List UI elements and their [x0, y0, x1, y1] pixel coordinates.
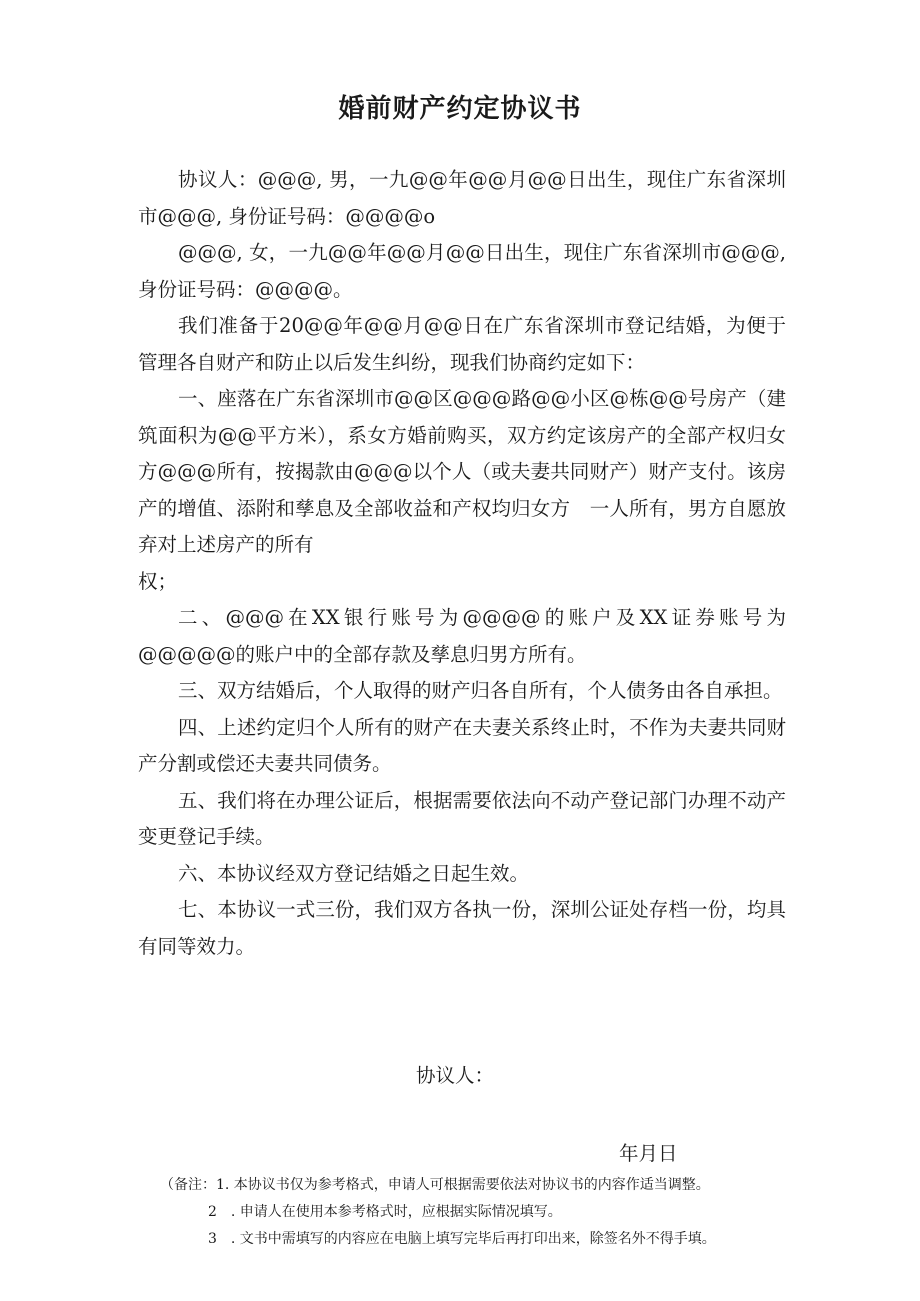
document-title: 婚前财产约定协议书	[338, 94, 582, 124]
note-1: （备注：1. 本协议书仅为参考格式，申请人可根据需要依法对协议书的内容作适当调整。	[160, 1177, 710, 1193]
document-body	[138, 162, 786, 965]
clause-7-paragraph: 七、本协议一式三份，我们双方各执一份，深圳公证处存档一份，均具有同等效力。	[138, 898, 786, 958]
note-2: 2 . 申请人在使用本参考格式时，应根据实际情况填写。	[208, 1204, 562, 1220]
note-3: 3 . 文书中需填写的内容应在电脑上填写完毕后再打印出来，除签名外不得手填。	[208, 1231, 716, 1247]
clause-1-continuation: 权；	[138, 569, 178, 593]
date-label: 年月日	[619, 1142, 678, 1165]
clause-5-paragraph: 五、我们将在办理公证后，根据需要依法向不动产登记部门办理不动产变更登记手续。	[138, 788, 786, 848]
intro-paragraph: 我们准备于20@@年@@月@@日在广东省深圳市登记结婚，为便于管理各自财产和防止以后发生纠纷，现我们协商约定如下：	[138, 314, 786, 374]
clause-2-paragraph: 二、@@@在XX银行账号为@@@@的账户及XX证券账号为@@@@@的账户中的全部存款及孳息归男方所有。	[138, 606, 786, 666]
clause-6-paragraph: 六、本协议经双方登记结婚之日起生效。	[178, 861, 530, 885]
clause-4-paragraph: 四、上述约定归个人所有的财产在夫妻关系终止时，不作为夫妻共同财产分割或偿还夫妻共同债务。	[138, 715, 786, 775]
notes-block	[160, 1172, 800, 1253]
clause-1-paragraph: 一、座落在广东省深圳市@@区@@@路@@小区@栋@@号房产（建筑面积为@@平方米），系女方婚前购买，双方约定该房产的全部产权归女方@@@所有，按揭款由@@@以个人（或夫妻共同财产）财产支付。该房产的增值、添附和孳息及全部收益和产权均归女方 一人所有，男方自愿放弃对上述房产的所有	[138, 387, 786, 556]
party-male-paragraph: 协议人：@@@, 男，一九@@年@@月@@日出生，现住广东省深圳市@@@, 身份证号码：@@@@o	[138, 168, 786, 228]
clause-3-paragraph: 三、双方结婚后，个人取得的财产归各自所有，个人债务由各自承担。	[178, 679, 783, 702]
signature-label: 协议人：	[415, 1064, 494, 1087]
party-female-paragraph: @@@, 女，一九@@年@@月@@日出生，现住广东省深圳市@@@, 身份证号码：@@@@。	[138, 241, 786, 301]
